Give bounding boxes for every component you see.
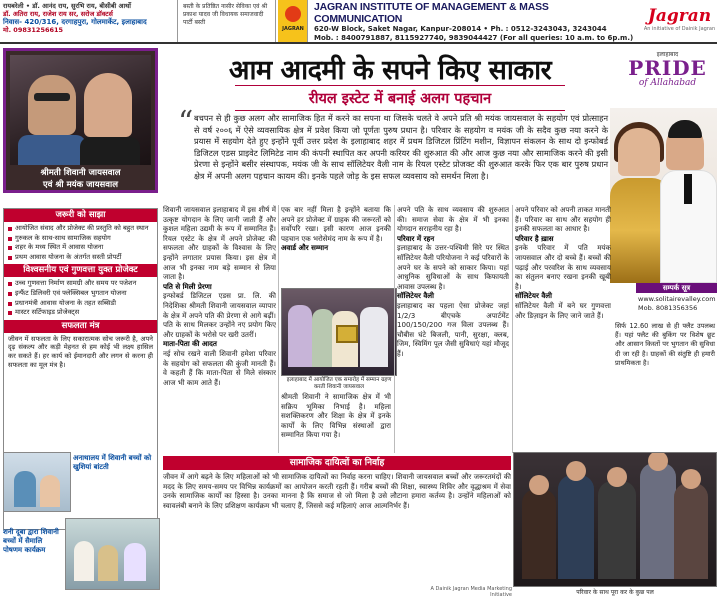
col3-text-a: अपने पति के साथ व्यवसाय की शुरुआत की। समाज सेवा के क्षेत्र में भी इनका योगदान सराहनीय रहा है। [397,205,509,234]
col1-subhead-2: माता-पिता की आदत [163,339,217,349]
sidebar-heading-1: जरूरी को साझा [4,209,157,222]
list-item: मास्टर सर्टिफाइड प्रोजेक्ट्स [8,308,153,317]
col1-text-b: इन्फोबर्ड डिजिटल एडस प्रा. लि. की निदेशिका श्रीमती शिवानी जायसवाल व्यापार के क्षेत्र में अपने पति की प्रेरणा से आगे बढ़ीं। पति के साथ मिलकर उन्होंने नए प्रयोग किए और ग्राहकों के भरोसे पर खरी उतरीं। [163,291,276,339]
left-advertisement [0,0,178,42]
award-ceremony-photo [281,288,397,376]
phone-label: Mob. [638,304,654,312]
col4-text-b: इनके परिवार में पति मयंक जायसवाल और दो बच्चे हैं। बच्चों की पढ़ाई और परवरिश के साथ व्यवसाय का संतुलन बनाए रखना इनकी खूबी है। [515,243,611,291]
website-link: www.solitairevalley.com [638,295,716,303]
contact-caption: सम्पर्क सूत्र [636,283,717,293]
award-plaque-icon [336,325,358,343]
institute-mobile: Mob. : 8400791887, 8115927740, 9839044427 (For all queries: 10 a.m. to 6p.m.) [314,34,634,42]
col3-text-b: इलाहाबाद के उत्तर-पश्चिमी सिरे पर स्थित सॉलिटेयर वैली परियोजना ने कई परिवारों के अपने घर के सपने को साकार किया। यहां आधुनिक सुविधाओं के साथ किफायती आवास उपलब्ध है। [397,243,509,291]
pride-tagline: इलाहाबाद [656,51,679,58]
list-item: इन्फैंट डिलिवरी एवं फ्लेक्सिबल भुगतान योजना [8,289,153,298]
middle-advertisement: बस्ती के प्रतिष्ठित नासीर सेविका एवं श्री प्रकाश यादव जी विधायक समाजवादी पार्टी बस्ती [180,0,276,42]
portrait-caption-line1: श्रीमती शिवानी जायसवाल [40,168,121,178]
right-side-paragraph: सिर्फ 12.60 लाख से ही फ्लैट उपलब्ध हैं। यहां फ्लैट की बुकिंग पर विशेष छूट और आसान किस्तों पर भुगतान की सुविधा दी जा रही है। ग्राहकों की संतुष्टि ही हमारी प्राथमिकता है। [615,322,715,367]
top-ad-strip [0,0,717,44]
jagran-brand-logo [642,0,717,42]
col3-subhead-2: सॉलिटेयर वैली [397,291,434,301]
orphanage-photo-caption: अनाथालय में शिवानी बच्चों को खुशियां बांटती [73,454,152,471]
list-item: गुरुकल के साथ-साथ सामाजिक सहयोग [8,234,153,243]
page-title: आम आदमी के सपने किए साकार [228,55,552,86]
ad-left-line4: मो. 09831256615 [3,26,64,34]
brand-name: Jagran [647,6,712,26]
col1-subhead-1: पति से मिली प्रेरणा [163,281,212,291]
sidebar-heading-2: विश्वसनीय एवं गुणवत्ता युक्त प्रोजेक्ट [4,264,157,277]
social-responsibility-heading: सामाजिक दायित्वों का निर्वाह [163,456,511,470]
col3-subhead-1: परिवार में रहन [397,233,435,243]
charity-photos [3,452,160,592]
portrait-caption [6,167,155,191]
list-item: प्रथम आवास योजना के अंतर्गत सस्ती प्रोपर्टी [8,253,153,262]
column-divider [278,205,279,453]
sidebar-heading-3: सफलता मंत्र [4,320,157,333]
ad-left-line1: रायबरेली • डॉ. आनंद राय, सुरभि राय, बीसीबी आर्थो [3,2,131,10]
article-column-4 [515,205,611,453]
ad-left-line3: निवास- 420/316, दरगाहपुरा, गोलमार्केट, इलाहाबाद [3,18,147,26]
sidebar-list-2 [4,277,157,319]
col4-subhead-2: सॉलिटेयर वैली [515,291,552,301]
col2-text-a: एक बार नहीं मिला है इन्होंने बताया कि अपने हर प्रोजेक्ट में ग्राहक की जरूरतों को सर्वोपरि रखा। इसी कारण आज इनकी पहचान एक भरोसेमंद नाम के रूप में है। [281,205,391,243]
portrait-caption-line2: एवं श्री मयंक जायसवाल [43,180,118,190]
article-column-2-top [281,205,391,285]
pride-city: of Allahabad [638,78,697,88]
orphanage-photo [3,452,71,512]
list-item: उच्च गुणवत्ता निर्माण सामग्री और समय पर पजेशन [8,279,153,288]
phone-number: 8081356356 [655,304,698,312]
col4-text-a: अपने परिवार को अपनी ताकत मानती हैं। परिवार का साथ और सहयोग ही इनकी सफलता का आधार है। [515,205,611,234]
man-figure [28,75,76,135]
media-credit: A Dainik Jagran Media Marketing Initiative [430,586,512,598]
page-subtitle: रीयल इस्टेट में बनाई अलग पहचान [235,85,565,111]
col3-text-c: इलाहाबाद का पहला ऐसा प्रोजेक्ट जहां 1/2/3 बीएचके अपार्टमेंट 100/150/200 गज विला उपलब्ध हैं। चौबीस घंटे बिजली, पानी, सुरक्षा, क्लब, जिम, स्विमिंग पूल जैसी सुविधाएं यहां मौजूद हैं। [397,300,509,358]
column-divider [394,205,395,453]
jagran-sun-logo [278,0,308,42]
col2-subhead-1: अवार्ड और सम्मान [281,243,329,253]
intro-paragraph: बचपन से ही कुछ अलग और सामाजिक हित में करने का सपना था जिसके चलते वे अपने प्रति श्री मयंक जायसवाल के सहयोग एवं प्रोत्साहन से वर्ष २००६ में ऐसे व्यवसायिक क्षेत्र में प्रवेश किया जो पूर्णतः पुरुष प्रधान है। परिवार के सहयोग व मयंक जी के सदैव कुछ नया करने के प्रयास में सहयोग देते हुए इन्होंने पूर्वी उत्तर प्रदेश के इलाहाबाद शहर में प्रथम डिजिटल प्रिंटिंग मशीन, विज्ञापन संकलन के साथ दो इन्फोबर्ड डिजिटल एडस प्राइवेट लिमिटेड नाम की कंपनी स्थापित कर अपनी करियर की शुरुआत की और आज कुछ नया और सामाजिक करने की इसी प्रेरणा से इन्होंने बसीर संस्थापक, मयंक जी के साथ सॉलिटेयर वैली नाम के रियल एस्टेट प्रोजक्ट की शुरुआत करके फिर एक बार पुरुष प्रधान क्षेत्र में अपनी अलग पहचान कायम की। इनके पहले जोड़ के इस सफल व्यवसाय को समर्थन मिला है। [194,113,608,181]
contact-block [636,295,717,313]
institute-ad [310,0,640,42]
article-column-1 [163,205,276,453]
couple-photo [10,55,151,165]
column-divider [512,205,513,453]
col4-subhead-1: परिवार है ख़ास [515,233,554,243]
col2-text-b: श्रीमती शिवानी ने सामाजिक क्षेत्र में भी सक्रिय भूमिका निभाई है। महिला सशक्तिकरण और शिक्षा के क्षेत्र में इनके कार्यों के लिए विभिन्न संस्थाओं द्वारा सम्मानित किया गया है। [281,392,391,440]
institute-name: JAGRAN INSTITUTE OF MANAGEMENT & MASS COMMUNICATION [314,1,549,25]
list-item: शहर के मध्य स्थित में आवास योजना [8,243,153,252]
nutrition-photo-caption: शनी दूबा द्वारा शिवानी बच्चों में सैमालि पोषणम कार्यक्रम [3,528,59,554]
list-item: प्रधानमंत्री आवास योजना के तहत सब्सिडी [8,299,153,308]
col4-text-c: सॉलिटेयर वैली में बने घर गुणवत्ता और डिज़ाइन के लिए जाने जाते हैं। [515,300,611,320]
article-column-2-bottom [281,392,391,452]
family-photo-caption: परिवार के साथ पूरा कर के कुछ पल [576,589,654,596]
sidebar-list-1 [4,222,157,264]
ad-left-line2: डॉ. अतिरा राय, राजेश राय सर, सरोज डॉक्टर्स [3,10,113,18]
social-responsibility-text: जीवन में आगे बढ़ने के लिए महिलाओं को भी सामाजिक दायित्वों का निर्वाह करना चाहिए। शिवानी जायसवाल बच्चों और जरूरतमंदों की मदद के लिए समय-समय पर विभिन्न कार्यक्रमों का आयोजन करती रहती हैं। गरीब बच्चों की शिक्षा, स्वास्थ्य शिविर और वृद्धाश्रम में सेवा उनके सामाजिक कार्यों का हिस्सा है। उनका मानना है कि समाज से जो मिला है उसे लौटाना हमारा कर्तव्य है। उन्होंने महिलाओं को स्वावलंबी बनाने के लिए प्रशिक्षण कार्यक्रम भी चलाए हैं, जिससे कई महिलाएं आज आत्मनिर्भर हैं। [163,472,511,510]
family-photo [513,452,717,587]
sidebar-paragraph: जीवन में सफलता के लिए सकारात्मक सोच जरूरी है, अपने दृढ़ संकल्प और कड़ी मेहनत से हम कोई भी लक्ष्य हासिल कर सकते हैं। हर कार्य को ईमानदारी और लगन से करना ही सफलता का मूल मंत्र है। [8,334,153,369]
sun-icon [285,6,301,22]
col1-text-a: शिवानी जायसवाल इलाहाबाद में इस शीर्ष में उत्कृष्ट योगदान के लिए जानी जाती हैं और कुशल महिला उद्यमी के रूप में सम्मानित हैं। रियल एस्टेट के क्षेत्र में अपने प्रोजेक्ट की सफलता और ग्राहकों के विश्वास के लिए इन्होंने लगातार प्रयास किया। इस क्षेत्र में आज भी इनका नाम बड़े सम्मान से लिया जाता है। [163,205,276,282]
celebrity-photo [610,108,717,283]
brand-tagline: An initiative of Dainik Jagran [643,26,716,32]
col1-text-c: नई सोच रखने वाली शिवानी हमेशा परिवार के सहयोग को सफलता की कुंजी मानती हैं। वे कहती हैं कि माता-पिता से मिले संस्कार आज भी काम आते हैं। [163,348,276,387]
list-item: आयोजित संवाद और प्रोजेक्ट की प्रस्तुति को बहुत स्थान [8,224,153,233]
woman-figure [84,73,132,137]
couple-portrait [3,48,158,193]
award-photo-caption: इलाहाबाद में आयोजित एक समारोह में सम्मान ग्रहण करती शिवानी जायसवाल [286,377,392,390]
article-column-3 [397,205,509,453]
institute-address: 620-W Block, Saket Nagar, Kanpur-208014 • Ph. : 0512-3243043, 3243044 [314,25,607,33]
pride-of-allahabad-logo [620,50,715,110]
logo-caption: JAGRAN [282,26,304,32]
pride-name: PRIDE [628,56,707,80]
quote-icon: “ [178,105,194,140]
nutrition-program-photo [65,518,160,590]
